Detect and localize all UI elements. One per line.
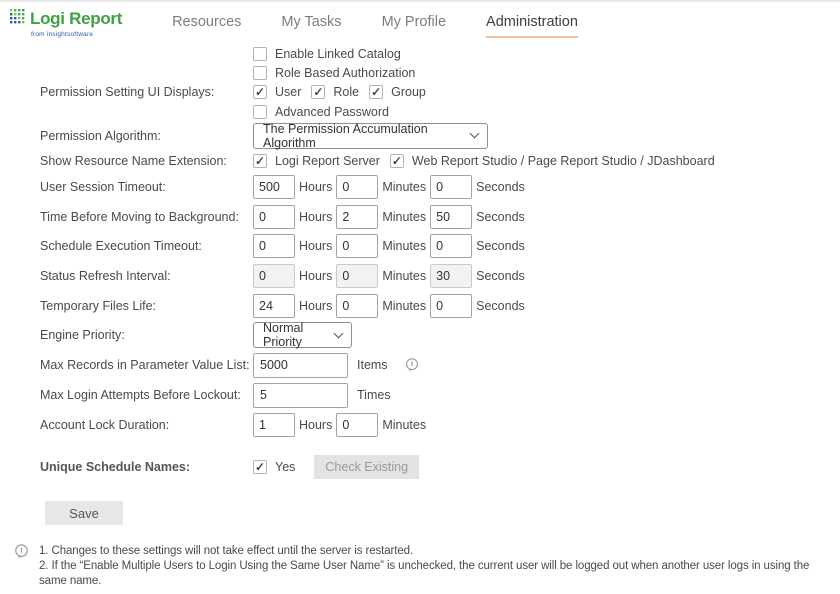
seconds-unit-label: Seconds: [476, 298, 525, 313]
temporary-files-life-seconds-input[interactable]: [430, 294, 472, 318]
role-based-authorization-checkbox[interactable]: [253, 66, 267, 80]
footnote-line-2: 2. If the “Enable Multiple Users to Login Using the Same User Name” is unchecked, the current user will be logged out when another user logs in using the same name.: [39, 560, 810, 587]
hours-unit-label: Hours: [299, 269, 333, 283]
user-session-timeout-minutes-input[interactable]: [336, 175, 378, 199]
time-before-background-minutes-input[interactable]: [336, 205, 378, 229]
engine-priority-row: [40, 320, 840, 350]
permission-ui-group-label: Group: [391, 85, 426, 99]
schedule-execution-timeout-row: [40, 231, 840, 261]
account-lock-hours-input[interactable]: [253, 413, 295, 437]
web-report-studio-label: Web Report Studio / Page Report Studio / JDashboard: [411, 154, 715, 168]
permission-ui-group-checkbox[interactable]: [369, 85, 383, 99]
hours-unit-label: Hours: [299, 209, 333, 224]
chevron-down-icon: [470, 129, 480, 139]
time-before-background-label: Time Before Moving to Background:: [40, 209, 239, 224]
web-report-studio-checkbox[interactable]: [390, 154, 404, 168]
time-before-background-hours-input[interactable]: [253, 205, 295, 229]
advanced-password-label: Advanced Password: [275, 104, 389, 119]
role-based-authorization-label: Role Based Authorization: [275, 65, 416, 80]
seconds-unit-label: Seconds: [476, 239, 525, 253]
user-session-timeout-hours-input[interactable]: [253, 175, 295, 199]
enable-linked-catalog-checkbox[interactable]: [253, 47, 267, 61]
max-login-attempts-label: Max Login Attempts Before Lockout:: [40, 388, 241, 402]
logi-report-server-label: Logi Report Server: [275, 154, 380, 168]
max-login-attempts-row: [40, 380, 840, 410]
schedule-execution-timeout-seconds-input[interactable]: [430, 234, 472, 258]
unique-schedule-yes-label: Yes: [275, 460, 296, 474]
logo-dot-grid-icon: [10, 8, 27, 30]
footnote-line-1: 1. Changes to these settings will not take effect until the server is restarted.: [39, 545, 414, 557]
nav-administration[interactable]: Administration: [486, 14, 578, 38]
advanced-password-checkbox[interactable]: [253, 105, 267, 119]
user-session-timeout-seconds-input[interactable]: [430, 175, 472, 199]
time-before-background-row: [40, 202, 840, 231]
note-bubble-icon: [14, 544, 29, 589]
engine-priority-label: Engine Priority:: [40, 328, 125, 342]
server-settings-form: [0, 44, 840, 481]
permission-ui-displays-label: Permission Setting UI Displays:: [40, 85, 215, 99]
seconds-unit-label: Seconds: [476, 269, 525, 283]
engine-priority-value: Normal Priority: [263, 321, 304, 349]
status-refresh-interval-label: Status Refresh Interval:: [40, 269, 171, 283]
max-login-attempts-input[interactable]: [253, 383, 348, 408]
status-refresh-interval-seconds-input: [430, 264, 472, 288]
brand-name: Logi Report: [30, 9, 123, 28]
temporary-files-life-label: Temporary Files Life:: [40, 298, 157, 313]
hours-unit-label: Hours: [299, 180, 333, 194]
note-bubble-icon: [405, 358, 419, 373]
hours-unit-label: Hours: [299, 239, 333, 253]
times-unit-label: Times: [357, 388, 391, 402]
status-refresh-interval-minutes-input: [336, 264, 378, 288]
account-lock-minutes-input[interactable]: [336, 413, 378, 437]
minutes-unit-label: Minutes: [382, 180, 427, 194]
permission-ui-role-label: Role: [333, 85, 360, 99]
permission-algorithm-value: The Permission Accumulation Algorithm: [263, 121, 428, 150]
show-resource-name-extension-row: [40, 150, 840, 172]
account-lock-duration-row: [40, 410, 840, 439]
show-resource-name-extension-label: Show Resource Name Extension:: [40, 154, 227, 168]
schedule-execution-timeout-minutes-input[interactable]: [336, 234, 378, 258]
top-navbar: [0, 2, 840, 44]
minutes-unit-label: Minutes: [382, 209, 427, 224]
unique-schedule-names-label: Unique Schedule Names:: [40, 460, 191, 474]
logi-report-logo[interactable]: [10, 8, 122, 38]
advanced-password-row: [40, 102, 840, 121]
status-refresh-interval-hours-input: [253, 264, 295, 288]
main-nav: [172, 2, 578, 38]
max-records-row: [40, 350, 840, 380]
footnotes: [0, 544, 840, 589]
max-records-input[interactable]: [253, 353, 348, 378]
nav-my-profile[interactable]: My Profile: [381, 14, 447, 30]
permission-algorithm-row: [40, 121, 840, 150]
unique-schedule-names-row: [40, 453, 840, 481]
unique-schedule-names-checkbox[interactable]: [253, 460, 267, 474]
hours-unit-label: Hours: [299, 417, 333, 432]
schedule-execution-timeout-hours-input[interactable]: [253, 234, 295, 258]
nav-my-tasks[interactable]: My Tasks: [281, 14, 342, 30]
max-records-label: Max Records in Parameter Value List:: [40, 358, 250, 372]
permission-algorithm-select[interactable]: [253, 123, 488, 149]
nav-resources[interactable]: Resources: [172, 14, 242, 30]
temporary-files-life-minutes-input[interactable]: [336, 294, 378, 318]
save-button[interactable]: Save: [45, 501, 123, 525]
temporary-files-life-row: [40, 291, 840, 320]
account-lock-duration-label: Account Lock Duration:: [40, 417, 170, 432]
chevron-down-icon: [334, 328, 344, 338]
check-existing-button[interactable]: Check Existing: [314, 455, 419, 479]
permission-ui-displays-row: [40, 82, 840, 102]
enable-linked-catalog-row: [40, 44, 840, 63]
enable-linked-catalog-label: Enable Linked Catalog: [275, 46, 401, 61]
minutes-unit-label: Minutes: [382, 239, 427, 253]
user-session-timeout-label: User Session Timeout:: [40, 180, 166, 194]
status-refresh-interval-row: [40, 261, 840, 291]
permission-ui-user-label: User: [275, 85, 302, 99]
temporary-files-life-hours-input[interactable]: [253, 294, 295, 318]
user-session-timeout-row: [40, 172, 840, 202]
save-row: [0, 501, 840, 525]
schedule-execution-timeout-label: Schedule Execution Timeout:: [40, 239, 202, 253]
logi-report-server-checkbox[interactable]: [253, 154, 267, 168]
engine-priority-select[interactable]: [253, 322, 352, 348]
seconds-unit-label: Seconds: [476, 209, 525, 224]
brand-tagline: from insightsoftware: [31, 31, 94, 38]
minutes-unit-label: Minutes: [382, 417, 427, 432]
minutes-unit-label: Minutes: [382, 269, 427, 283]
items-unit-label: Items: [357, 358, 388, 372]
minutes-unit-label: Minutes: [382, 298, 427, 313]
time-before-background-seconds-input[interactable]: [430, 205, 472, 229]
seconds-unit-label: Seconds: [476, 180, 525, 194]
permission-ui-user-checkbox[interactable]: [253, 85, 267, 99]
permission-ui-role-checkbox[interactable]: [311, 85, 325, 99]
role-based-authorization-row: [40, 63, 840, 82]
hours-unit-label: Hours: [299, 298, 333, 313]
permission-algorithm-label: Permission Algorithm:: [40, 128, 161, 143]
